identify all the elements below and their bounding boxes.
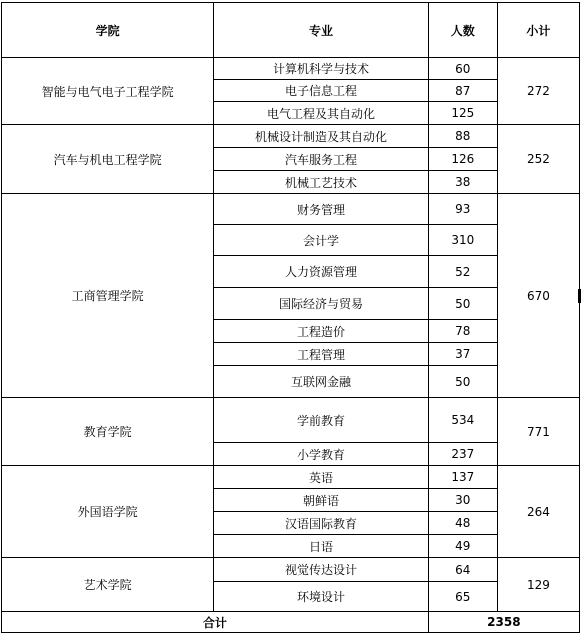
- major-name: 会计学: [214, 225, 428, 256]
- major-name: 电气工程及其自动化: [214, 102, 428, 125]
- major-name: 汉语国际教育: [214, 512, 428, 535]
- total-label: 合计: [2, 612, 429, 633]
- header-major: 专业: [214, 3, 428, 58]
- major-name: 工程管理: [214, 343, 428, 366]
- major-name: 计算机科学与技术: [214, 58, 428, 80]
- major-name: 机械设计制造及其自动化: [214, 125, 428, 148]
- major-count: 310: [428, 225, 497, 256]
- major-name: 电子信息工程: [214, 80, 428, 102]
- header-count: 人数: [428, 3, 497, 58]
- college-name: 工商管理学院: [2, 194, 214, 398]
- major-name: 机械工艺技术: [214, 171, 428, 194]
- college-name: 艺术学院: [2, 558, 214, 612]
- table-row: [2, 125, 580, 148]
- major-count: 126: [428, 148, 497, 171]
- table-row: [2, 58, 580, 80]
- major-count: 88: [428, 125, 497, 148]
- major-count: 137: [428, 466, 497, 489]
- major-count: 64: [428, 558, 497, 582]
- college-subtotal: 771: [497, 398, 579, 466]
- major-count: 37: [428, 343, 497, 366]
- college-name: 智能与电气电子工程学院: [2, 58, 214, 125]
- college-subtotal: 252: [497, 125, 579, 194]
- major-name: 视觉传达设计: [214, 558, 428, 582]
- college-name: 汽车与机电工程学院: [2, 125, 214, 194]
- major-name: 互联网金融: [214, 366, 428, 398]
- college-subtotal: 670: [497, 194, 579, 398]
- major-count: 30: [428, 489, 497, 512]
- enrollment-table: [1, 2, 580, 633]
- major-count: 49: [428, 535, 497, 558]
- major-name: 小学教育: [214, 443, 428, 466]
- table-row: [2, 398, 580, 443]
- major-name: 英语: [214, 466, 428, 489]
- major-count: 52: [428, 256, 497, 288]
- header-college: 学院: [2, 3, 214, 58]
- header-subtotal: 小计: [497, 3, 579, 58]
- table-row: [2, 558, 580, 582]
- major-name: 人力资源管理: [214, 256, 428, 288]
- college-name: 外国语学院: [2, 466, 214, 558]
- table-row: [2, 466, 580, 489]
- major-count: 65: [428, 582, 497, 612]
- major-count: 125: [428, 102, 497, 125]
- total-value: 2358: [428, 612, 579, 633]
- major-count: 93: [428, 194, 497, 225]
- table-row: [2, 194, 580, 225]
- header-row: [2, 3, 580, 58]
- college-subtotal: 272: [497, 58, 579, 125]
- text-cursor-marker: [578, 289, 581, 303]
- major-count: 237: [428, 443, 497, 466]
- major-name: 工程造价: [214, 320, 428, 343]
- college-name: 教育学院: [2, 398, 214, 466]
- major-count: 60: [428, 58, 497, 80]
- college-subtotal: 264: [497, 466, 579, 558]
- major-name: 国际经济与贸易: [214, 288, 428, 320]
- major-name: 朝鲜语: [214, 489, 428, 512]
- major-name: 汽车服务工程: [214, 148, 428, 171]
- major-count: 50: [428, 366, 497, 398]
- major-count: 78: [428, 320, 497, 343]
- college-subtotal: 129: [497, 558, 579, 612]
- major-name: 环境设计: [214, 582, 428, 612]
- major-count: 38: [428, 171, 497, 194]
- major-count: 48: [428, 512, 497, 535]
- major-name: 日语: [214, 535, 428, 558]
- total-row: [2, 612, 580, 633]
- major-count: 50: [428, 288, 497, 320]
- major-count: 87: [428, 80, 497, 102]
- major-name: 财务管理: [214, 194, 428, 225]
- major-count: 534: [428, 398, 497, 443]
- major-name: 学前教育: [214, 398, 428, 443]
